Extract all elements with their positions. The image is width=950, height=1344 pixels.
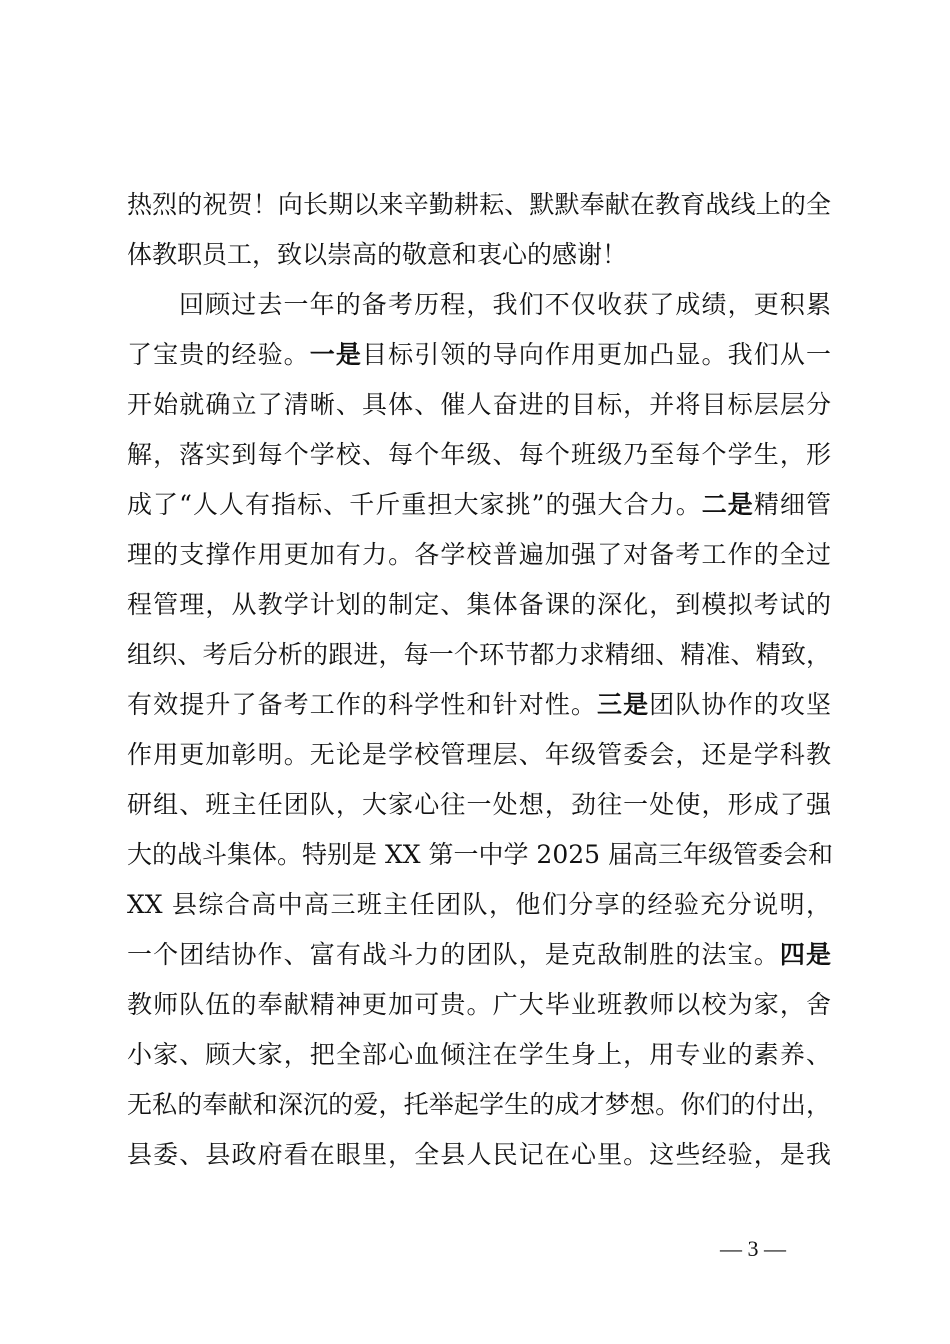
- text-line: [127, 830, 834, 880]
- text-segment: 教师队伍的奉献精神更加可贵。广大毕业班教师以校为家，舍: [127, 990, 831, 1019]
- text-segment: 了宝贵的经验。: [127, 340, 310, 369]
- text-segment: 研组、班主任团队，大家心往一处想，劲往一处使，形成了强: [127, 790, 831, 819]
- text-line: [127, 580, 831, 630]
- text-line: [127, 930, 831, 980]
- text-line: [127, 530, 831, 580]
- text-segment: 精细管: [753, 490, 831, 519]
- text-segment: 回顾过去一年的备考历程，我们不仅收获了成绩，更积累: [179, 290, 831, 319]
- text-line: [127, 330, 831, 380]
- bold-lead-phrase: 二是: [701, 490, 754, 519]
- text-line: [127, 1030, 831, 1080]
- text-segment: 体教职员工，致以崇高的敬意和衷心的感谢！: [127, 240, 628, 269]
- text-line: [127, 1080, 831, 1130]
- text-line: [127, 730, 831, 780]
- text-segment: 县委、县政府看在眼里，全县人民记在心里。这些经验，是我: [127, 1140, 831, 1169]
- text-line: [127, 230, 831, 280]
- text-line: [127, 180, 831, 230]
- bold-lead-phrase: 四是: [779, 940, 831, 969]
- text-line: [127, 980, 831, 1030]
- bold-lead-phrase: 一是: [309, 340, 363, 369]
- text-line: [127, 780, 831, 830]
- text-segment: 无私的奉献和深沉的爱，托举起学生的成才梦想。你们的付出，: [127, 1090, 831, 1119]
- text-segment: 组织、考后分析的跟进，每一个环节都力求精细、精准、精致，: [127, 640, 831, 669]
- text-segment: 小家、顾大家，把全部心血倾注在学生身上，用专业的素养、: [127, 1040, 831, 1069]
- text-line: [127, 430, 831, 480]
- text-line: [127, 280, 831, 330]
- text-segment: 程管理，从教学计划的制定、集体备课的深化，到模拟考试的: [127, 590, 831, 619]
- text-line: [127, 1130, 831, 1180]
- text-line: [127, 380, 831, 430]
- text-line: [127, 680, 831, 730]
- text-segment: 热烈的祝贺！向长期以来辛勤耕耘、默默奉献在教育战线上的全: [127, 190, 831, 219]
- page-number: — 3 —: [720, 1236, 786, 1261]
- document-body: [127, 180, 834, 1180]
- text-segment: 成了“人人有指标、千斤重担大家挑”的强大合力。: [127, 490, 702, 519]
- text-segment: 团队协作的攻坚: [649, 690, 831, 719]
- text-segment: 大的战斗集体。特别是 XX 第一中学 2025 届高三年级管委会和: [127, 840, 834, 869]
- text-segment: 目标引领的导向作用更加凸显。我们从一: [362, 340, 831, 369]
- text-segment: 作用更加彰明。无论是学校管理层、年级管委会，还是学科教: [127, 740, 831, 769]
- text-segment: 解，落实到每个学校、每个年级、每个班级乃至每个学生，形: [127, 440, 831, 469]
- text-segment: 理的支撑作用更加有力。各学校普遍加强了对备考工作的全过: [127, 540, 831, 569]
- text-segment: 有效提升了备考工作的科学性和针对性。: [127, 690, 598, 719]
- text-segment: 开始就确立了清晰、具体、催人奋进的目标，并将目标层层分: [127, 390, 831, 419]
- bold-lead-phrase: 三是: [597, 690, 650, 719]
- text-segment: XX 县综合高中高三班主任团队，他们分享的经验充分说明，: [127, 890, 831, 919]
- text-line: [127, 880, 831, 930]
- text-line: [127, 630, 831, 680]
- text-segment: 一个团结协作、富有战斗力的团队，是克敌制胜的法宝。: [127, 940, 780, 969]
- text-line: [127, 480, 831, 530]
